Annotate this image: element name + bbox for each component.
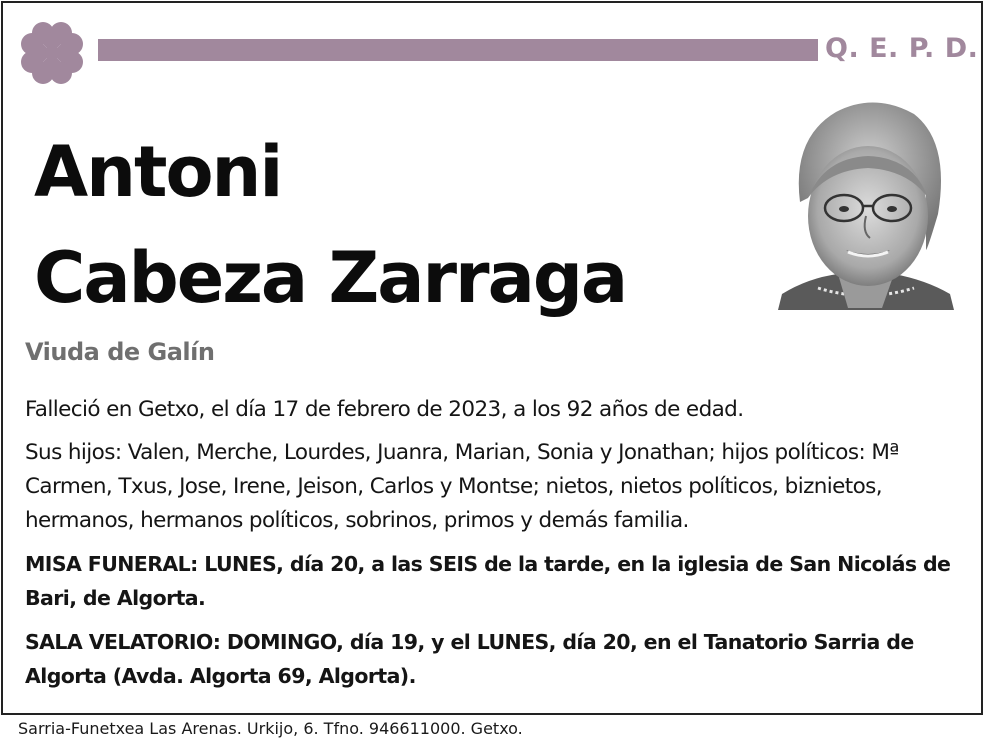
portrait-photo xyxy=(778,98,954,310)
qepd-label: Q. E. P. D. xyxy=(825,33,979,64)
death-announcement: Falleció en Getxo, el día 17 de febrero de 2023, a los 92 años de edad. xyxy=(25,397,744,422)
header-bar xyxy=(98,39,818,61)
family-list: Sus hijos: Valen, Merche, Lourdes, Juanra, Marian, Sonia y Jonathan; hijos políticos: Mª Carmen, Txus, Jose, Irene, Jeison, Carlos y Montse; nietos, nietos políticos, biznietos, hermanos, hermanos políticos, sobrinos, primos y demás familia. xyxy=(25,440,899,533)
funeral-home-footer: Sarria-Funetxea Las Arenas. Urkijo, 6. Tfno. 946611000. Getxo. xyxy=(18,719,523,738)
widow-subtitle: Viuda de Galín xyxy=(25,338,215,366)
deceased-first-name: Antoni xyxy=(34,131,282,213)
deceased-surnames: Cabeza Zarraga xyxy=(34,237,627,319)
wake-room-info: SALA VELATORIO: DOMINGO, día 19, y el LUNES, día 20, en el Tanatorio Sarria de Algorta (Avda. Algorta 69, Algorta). xyxy=(25,630,914,688)
funeral-mass-info: MISA FUNERAL: LUNES, día 20, a las SEIS de la tarde, en la iglesia de San Nicolás de Bari, de Algorta. xyxy=(25,552,951,610)
lauburu-cross-icon xyxy=(10,11,94,95)
